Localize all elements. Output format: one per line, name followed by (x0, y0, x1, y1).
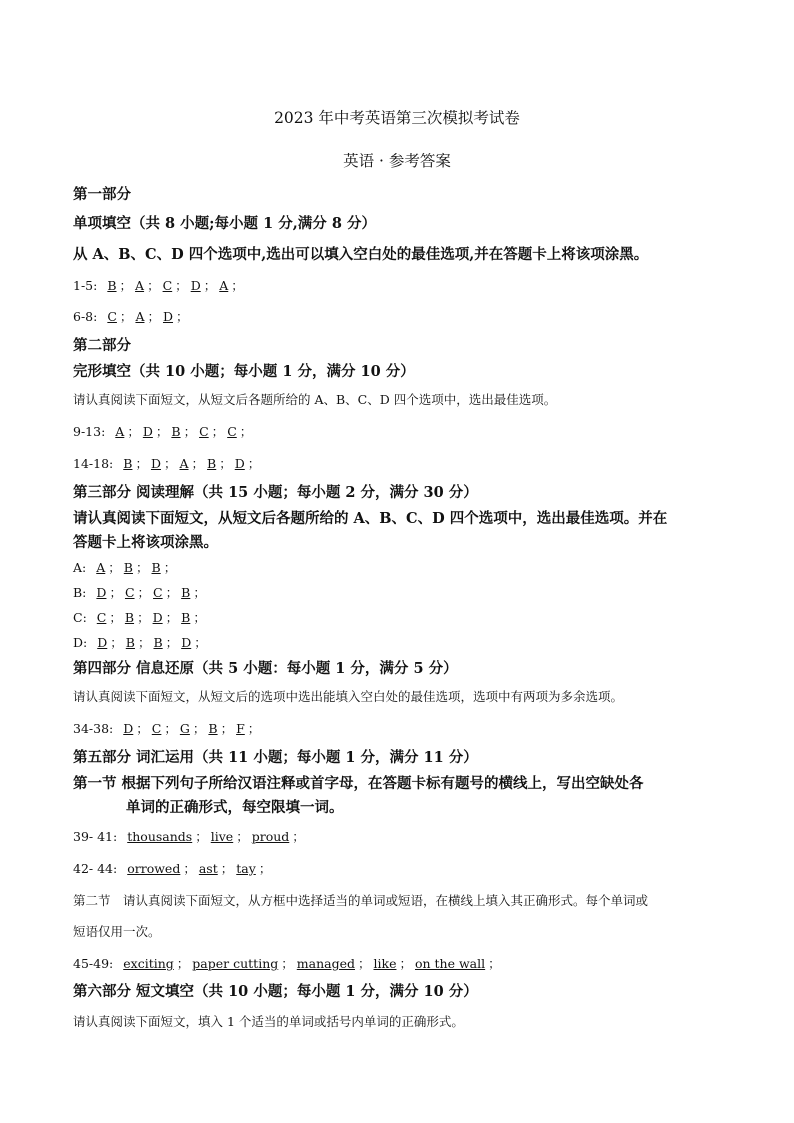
answer-value: C (227, 424, 237, 439)
part3-instruction-line2: 答题卡上将该项涂黑。 (73, 534, 218, 551)
answer-value: B (181, 585, 191, 600)
answer-separator: ； (119, 278, 133, 293)
answer-row (73, 276, 247, 294)
answer-separator: ； (127, 424, 140, 439)
part5-sub1-line2: 单词的正确形式，每空限填一词。 (126, 799, 344, 816)
part2-heading: 第二部分 (73, 337, 131, 354)
part6-instruction: 请认真阅读下面短文，填入 1 个适当的单词或括号内单词的正确形式。 (73, 1014, 464, 1029)
answer-separator: ； (176, 956, 190, 971)
part1-heading: 第一部分 (73, 186, 131, 203)
answer-row (73, 583, 209, 601)
answer-value: A (115, 424, 125, 439)
answer-separator: ； (176, 309, 189, 324)
answer-separator: ； (220, 721, 234, 736)
answer-separator: ； (219, 456, 232, 471)
answer-separator: ； (203, 278, 217, 293)
answer-separator: ； (175, 278, 188, 293)
answer-separator: ； (239, 424, 253, 439)
answer-row-label: 6-8: (73, 309, 98, 324)
part5-sub2-line1: 第二节 请认真阅读下面短文，从方框中选择适当的单词或短语，在横线上填入其正确形式。每个单词或 (73, 893, 649, 908)
answer-value: ast (198, 861, 218, 876)
answer-value: proud (251, 829, 290, 844)
answer-row-label: 34-38: (73, 721, 114, 736)
answer-separator: ； (165, 610, 179, 625)
part2-instruction: 请认真阅读下面短文，从短文后各题所给的 A、B、C、D 四个选项中，选出最佳选项。 (73, 392, 557, 407)
answer-value: C (96, 610, 107, 625)
answer-value: D (152, 610, 163, 625)
answer-separator: ； (183, 424, 197, 439)
part6-section-title: 第六部分 短文填空（共 10 小题；每小题 1 分，满分 10 分） (73, 983, 478, 1000)
answer-separator: ； (220, 861, 234, 876)
answer-row (73, 859, 274, 877)
answer-value: D (142, 424, 153, 439)
answer-value: D (181, 635, 192, 650)
answer-row-label: 39- 41: (73, 829, 118, 844)
answer-separator: ； (119, 309, 133, 324)
answer-row (73, 954, 504, 972)
part3-instruction-line1: 请认真阅读下面短文，从短文后各题所给的 A、B、C、D 四个选项中，选出最佳选项。并在 (73, 510, 668, 527)
part5-sub2-line2: 短语仅用一次。 (73, 924, 161, 939)
answer-value: D (96, 585, 107, 600)
answer-row (73, 422, 255, 440)
answer-row-label: 9-13: (73, 424, 106, 439)
answer-value: C (151, 721, 162, 736)
part1-section-title: 单项填空（共 8 小题;每小题 1 分,满分 8 分） (73, 215, 376, 232)
answer-row-label: D: (73, 635, 88, 650)
answer-separator: ； (247, 456, 261, 471)
answer-separator: ； (281, 956, 294, 971)
answer-separator: ； (191, 456, 205, 471)
answer-value: tay (236, 861, 256, 876)
answer-value: orrowed (127, 861, 181, 876)
answer-value: A (179, 456, 189, 471)
answer-row (73, 633, 210, 651)
answer-value: D (150, 456, 161, 471)
answer-value: like (373, 956, 397, 971)
answer-separator: ； (183, 861, 196, 876)
answer-value: managed (296, 956, 355, 971)
answer-value: F (236, 721, 245, 736)
answer-row-label: 14-18: (73, 456, 114, 471)
answer-value: A (96, 560, 106, 575)
part2-section-title: 完形填空（共 10 小题；每小题 1 分，满分 10 分） (73, 363, 415, 380)
answer-separator: ； (194, 635, 207, 650)
document-subtitle: 英语 · 参考答案 (343, 152, 451, 170)
answer-value: B (125, 635, 135, 650)
answer-separator: ； (155, 424, 169, 439)
answer-separator: ； (292, 829, 305, 844)
answer-value: on the wall (414, 956, 486, 971)
answer-row (73, 307, 192, 325)
part4-instruction: 请认真阅读下面短文，从短文后的选项中选出能填入空白处的最佳选项，选项中有两项为多余选项。 (73, 689, 624, 704)
answer-value: D (123, 721, 134, 736)
answer-row-label: 45-49: (73, 956, 114, 971)
answer-separator: ； (163, 456, 177, 471)
answer-value: D (234, 456, 245, 471)
answer-value: C (199, 424, 209, 439)
answer-value: A (135, 309, 145, 324)
answer-separator: ； (357, 956, 371, 971)
answer-value: D (97, 635, 108, 650)
answer-separator: ； (163, 560, 177, 575)
answer-separator: ； (399, 956, 412, 971)
answer-separator: ； (137, 610, 150, 625)
answer-value: A (219, 278, 229, 293)
answer-row-label: B: (73, 585, 87, 600)
answer-value: B (171, 424, 181, 439)
answer-separator: ； (247, 721, 261, 736)
answer-value: B (181, 610, 191, 625)
answer-separator: ； (110, 635, 123, 650)
answer-value: B (208, 721, 218, 736)
answer-separator: ； (165, 585, 179, 600)
answer-value: C (153, 585, 163, 600)
answer-separator: ； (193, 610, 206, 625)
answer-row (73, 827, 308, 845)
part3-section-title: 第三部分 阅读理解（共 15 小题；每小题 2 分，满分 30 分） (73, 484, 478, 501)
answer-separator: ； (135, 560, 149, 575)
answer-separator: ； (136, 721, 149, 736)
answer-separator: ； (165, 635, 179, 650)
answer-row-label: C: (73, 610, 87, 625)
answer-separator: ； (231, 278, 244, 293)
answer-separator: ； (147, 309, 160, 324)
answer-row (73, 608, 209, 626)
answer-separator: ； (109, 585, 122, 600)
answer-value: B (107, 278, 117, 293)
part5-sub1-line1: 第一节 根据下列句子所给汉语注释或首字母，在答题卡标有题号的横线上，写出空缺处各 (73, 775, 644, 792)
answer-separator: ； (236, 829, 249, 844)
answer-separator: ； (164, 721, 177, 736)
answer-value: C (107, 309, 117, 324)
answer-row-label: A: (73, 560, 87, 575)
answer-value: live (210, 829, 234, 844)
answer-separator: ； (137, 635, 151, 650)
part4-section-title: 第四部分 信息还原（共 5 小题：每小题 1 分，满分 5 分） (73, 660, 458, 677)
answer-value: thousands (127, 829, 193, 844)
part1-instruction: 从 A、B、C、D 四个选项中,选出可以填入空白处的最佳选项,并在答题卡上将该项涂黑。 (73, 246, 649, 263)
answer-value: A (135, 278, 145, 293)
answer-separator: ； (211, 424, 225, 439)
answer-separator: ； (147, 278, 160, 293)
answer-value: C (162, 278, 173, 293)
answer-separator: ； (135, 456, 148, 471)
answer-value: D (162, 309, 174, 324)
answer-row (73, 719, 263, 737)
answer-value: G (179, 721, 190, 736)
answer-value: B (123, 456, 133, 471)
answer-value: B (151, 560, 161, 575)
answer-value: B (207, 456, 217, 471)
answer-separator: ； (108, 560, 121, 575)
answer-row (73, 454, 263, 472)
answer-separator: ； (195, 829, 208, 844)
answer-value: C (124, 585, 135, 600)
answer-value: B (153, 635, 163, 650)
answer-value: B (123, 560, 133, 575)
answer-value: paper cutting (192, 956, 279, 971)
answer-row (73, 558, 179, 576)
answer-separator: ； (192, 721, 206, 736)
answer-separator: ； (258, 861, 272, 876)
answer-separator: ； (109, 610, 122, 625)
part5-section-title: 第五部分 词汇运用（共 11 小题；每小题 1 分，满分 11 分） (73, 749, 478, 766)
answer-separator: ； (193, 585, 206, 600)
answer-value: B (124, 610, 135, 625)
document-title: 2023 年中考英语第三次模拟考试卷 (274, 109, 520, 127)
answer-value: exciting (123, 956, 174, 971)
answer-row-label: 42- 44: (73, 861, 118, 876)
answer-separator: ； (488, 956, 501, 971)
answer-value: D (190, 278, 201, 293)
answer-separator: ； (137, 585, 151, 600)
answer-row-label: 1-5: (73, 278, 98, 293)
